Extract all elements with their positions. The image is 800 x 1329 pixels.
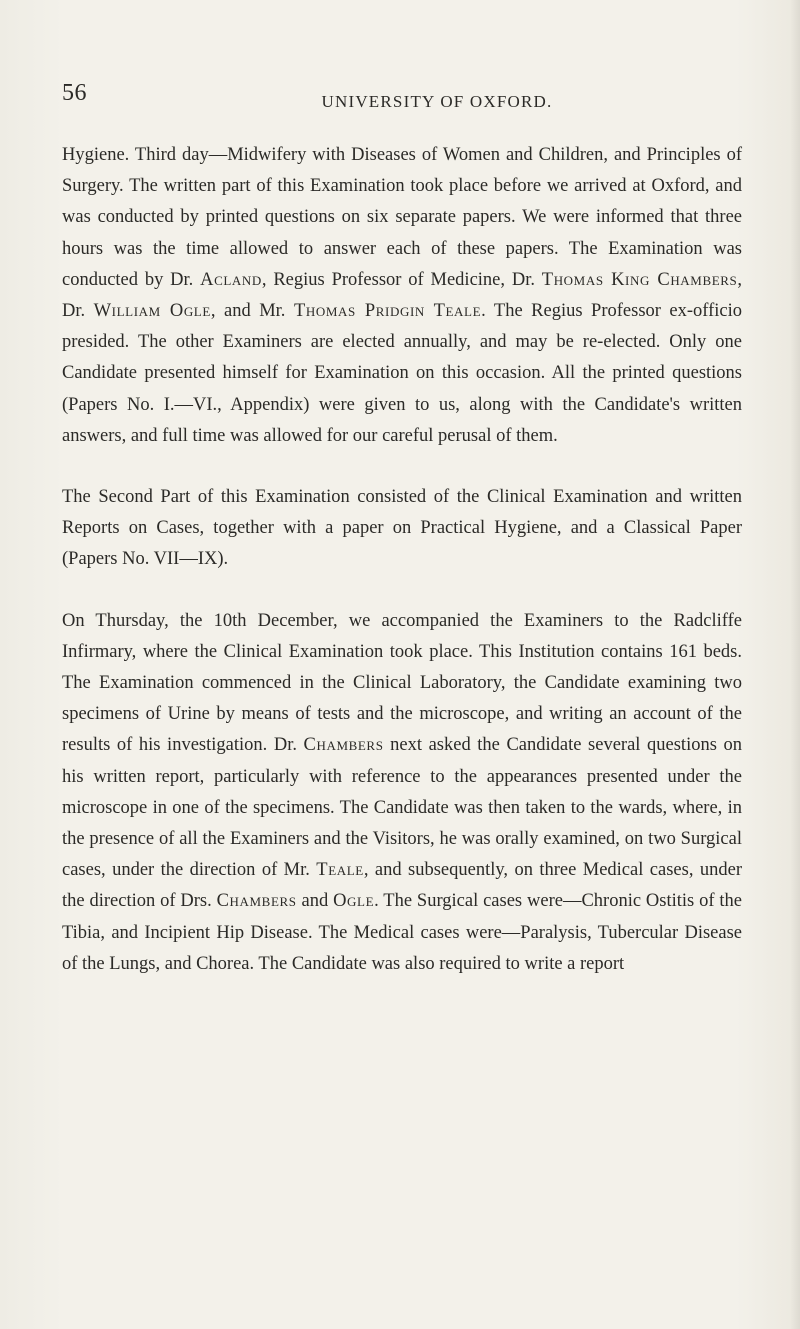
- text-segment: , and subsequently, on three Medical cases, under the direction of Drs.: [62, 860, 742, 912]
- examiner-name-teale: Thomas Pridgin Teale: [293, 301, 482, 322]
- examiner-name-teale: Teale: [316, 860, 364, 881]
- paragraph-hygiene-examination: [62, 140, 742, 452]
- text-segment: . The Regius Professor ex-officio presided. The other Examiners are elected annually, and may be re-elected. Only one Candidate presented himself for Examination on this occasion. All the printed questions (Papers No. I.—VI., Appendix) were given to us, along with the Candidate's written answers, and full time was allowed for our careful perusal of them.: [62, 301, 743, 446]
- text-segment: Hygiene. Third day—Midwifery with Diseases of Women and Children, and Principles of Surgery. The written part of this Examination took place before we arrived at Oxford, and was conducted by printed questions on six separate papers. We were informed that three hours was the time allowed to answer each of these papers. The Examination was conducted by Dr.: [62, 145, 742, 290]
- text-segment: On Thursday, the 10th December, we accompanied the Examiners to the Radcliffe Infirmary, where the Clinical Examination took place. This Institution contains 161 beds. The Examination commenced in the Clinical Laboratory, the Candidate examining two specimens of Urine by means of tests and the microscope, and writing an account of the results of his investigation. Dr.: [62, 610, 742, 756]
- page-number: 56: [62, 80, 87, 106]
- text-segment: , and Mr.: [210, 301, 294, 322]
- examiner-name-ogle: William Ogle: [93, 301, 211, 322]
- text-segment: , Regius Professor of Medicine, Dr.: [261, 269, 542, 290]
- scan-edge-shadow: [790, 0, 800, 1329]
- examiner-name-ogle: Ogle: [333, 891, 375, 912]
- running-head: UNIVERSITY OF OXFORD.: [321, 92, 553, 111]
- paragraph-second-part: [62, 482, 742, 576]
- examiner-name-chambers: Chambers: [216, 891, 297, 912]
- text-segment: . The Surgical cases were—Chronic Ostitis of the Tibia, and Incipient Hip Disease. The Medical cases were—Paralysis, Tubercular Disease of the Lungs, and Chorea. The Candidate was also required to write a report: [62, 891, 742, 974]
- text-segment: and: [296, 891, 334, 912]
- body-text: [62, 140, 742, 980]
- text-segment: The Second Part of this Examination consisted of the Clinical Examination and written Reports on Cases, together with a paper on Practical Hygiene, and a Classical Paper (Papers No. VII—IX).: [62, 487, 742, 570]
- text-segment: next asked the Candidate several questions on his written report, particularly with reference to the appearances presented under the microscope in one of the specimens. The Candidate was then taken to the wards, where, in the presence of all the Examiners and the Visitors, he was orally examined, on two Surgical cases, under the direction of Mr.: [62, 735, 742, 881]
- examiner-name-chambers: Thomas King Chambers: [541, 269, 738, 290]
- examiner-name-acland: Acland: [200, 269, 262, 290]
- examiner-name-chambers: Chambers: [303, 735, 384, 756]
- page-header: [62, 80, 742, 122]
- text-segment: , Dr.: [62, 269, 742, 322]
- paragraph-clinical-examination: [62, 606, 742, 980]
